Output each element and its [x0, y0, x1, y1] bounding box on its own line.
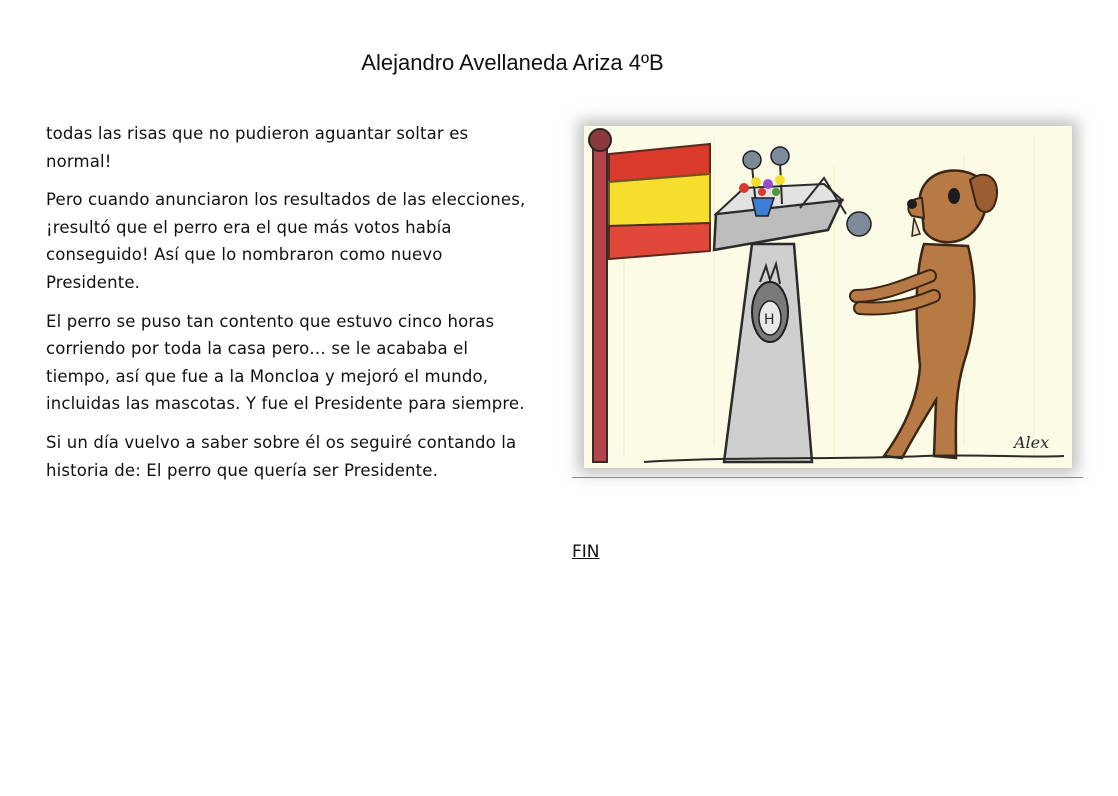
story-text [46, 120, 536, 495]
end-label: FIN [572, 542, 600, 562]
dog-president-drawing [584, 126, 1072, 468]
story-paragraph: Si un día vuelvo a saber sobre él os seguiré contando la historia de: El perro que quería ser Presidente. [46, 432, 517, 480]
story-paragraph: Pero cuando anunciaron los resultados de las elecciones, ¡resultó que el perro era el que más votos había conseguido! Así que lo nombraron como nuevo Presidente. [46, 190, 526, 292]
artist-signature: Alex [1014, 433, 1050, 452]
page-title: Alejandro Avellaneda Ariza 4ºB [361, 50, 664, 75]
flagpole-drawing [589, 129, 611, 462]
divider-line [572, 477, 1083, 478]
illustration-frame [572, 118, 1083, 474]
story-paragraph: todas las risas que no pudieron aguantar soltar es normal! [46, 124, 469, 171]
podium-emblem-letter: H [764, 312, 775, 328]
story-paragraph: El perro se puso tan contento que estuvo cinco horas corriendo por toda la casa pero… se le acababa el tiempo, así que fue a la Moncloa y mejoró el mundo, incluidas las mascotas. Y fue el Presidente para siempre. [46, 311, 525, 414]
spanish-flag-drawing [609, 144, 710, 259]
